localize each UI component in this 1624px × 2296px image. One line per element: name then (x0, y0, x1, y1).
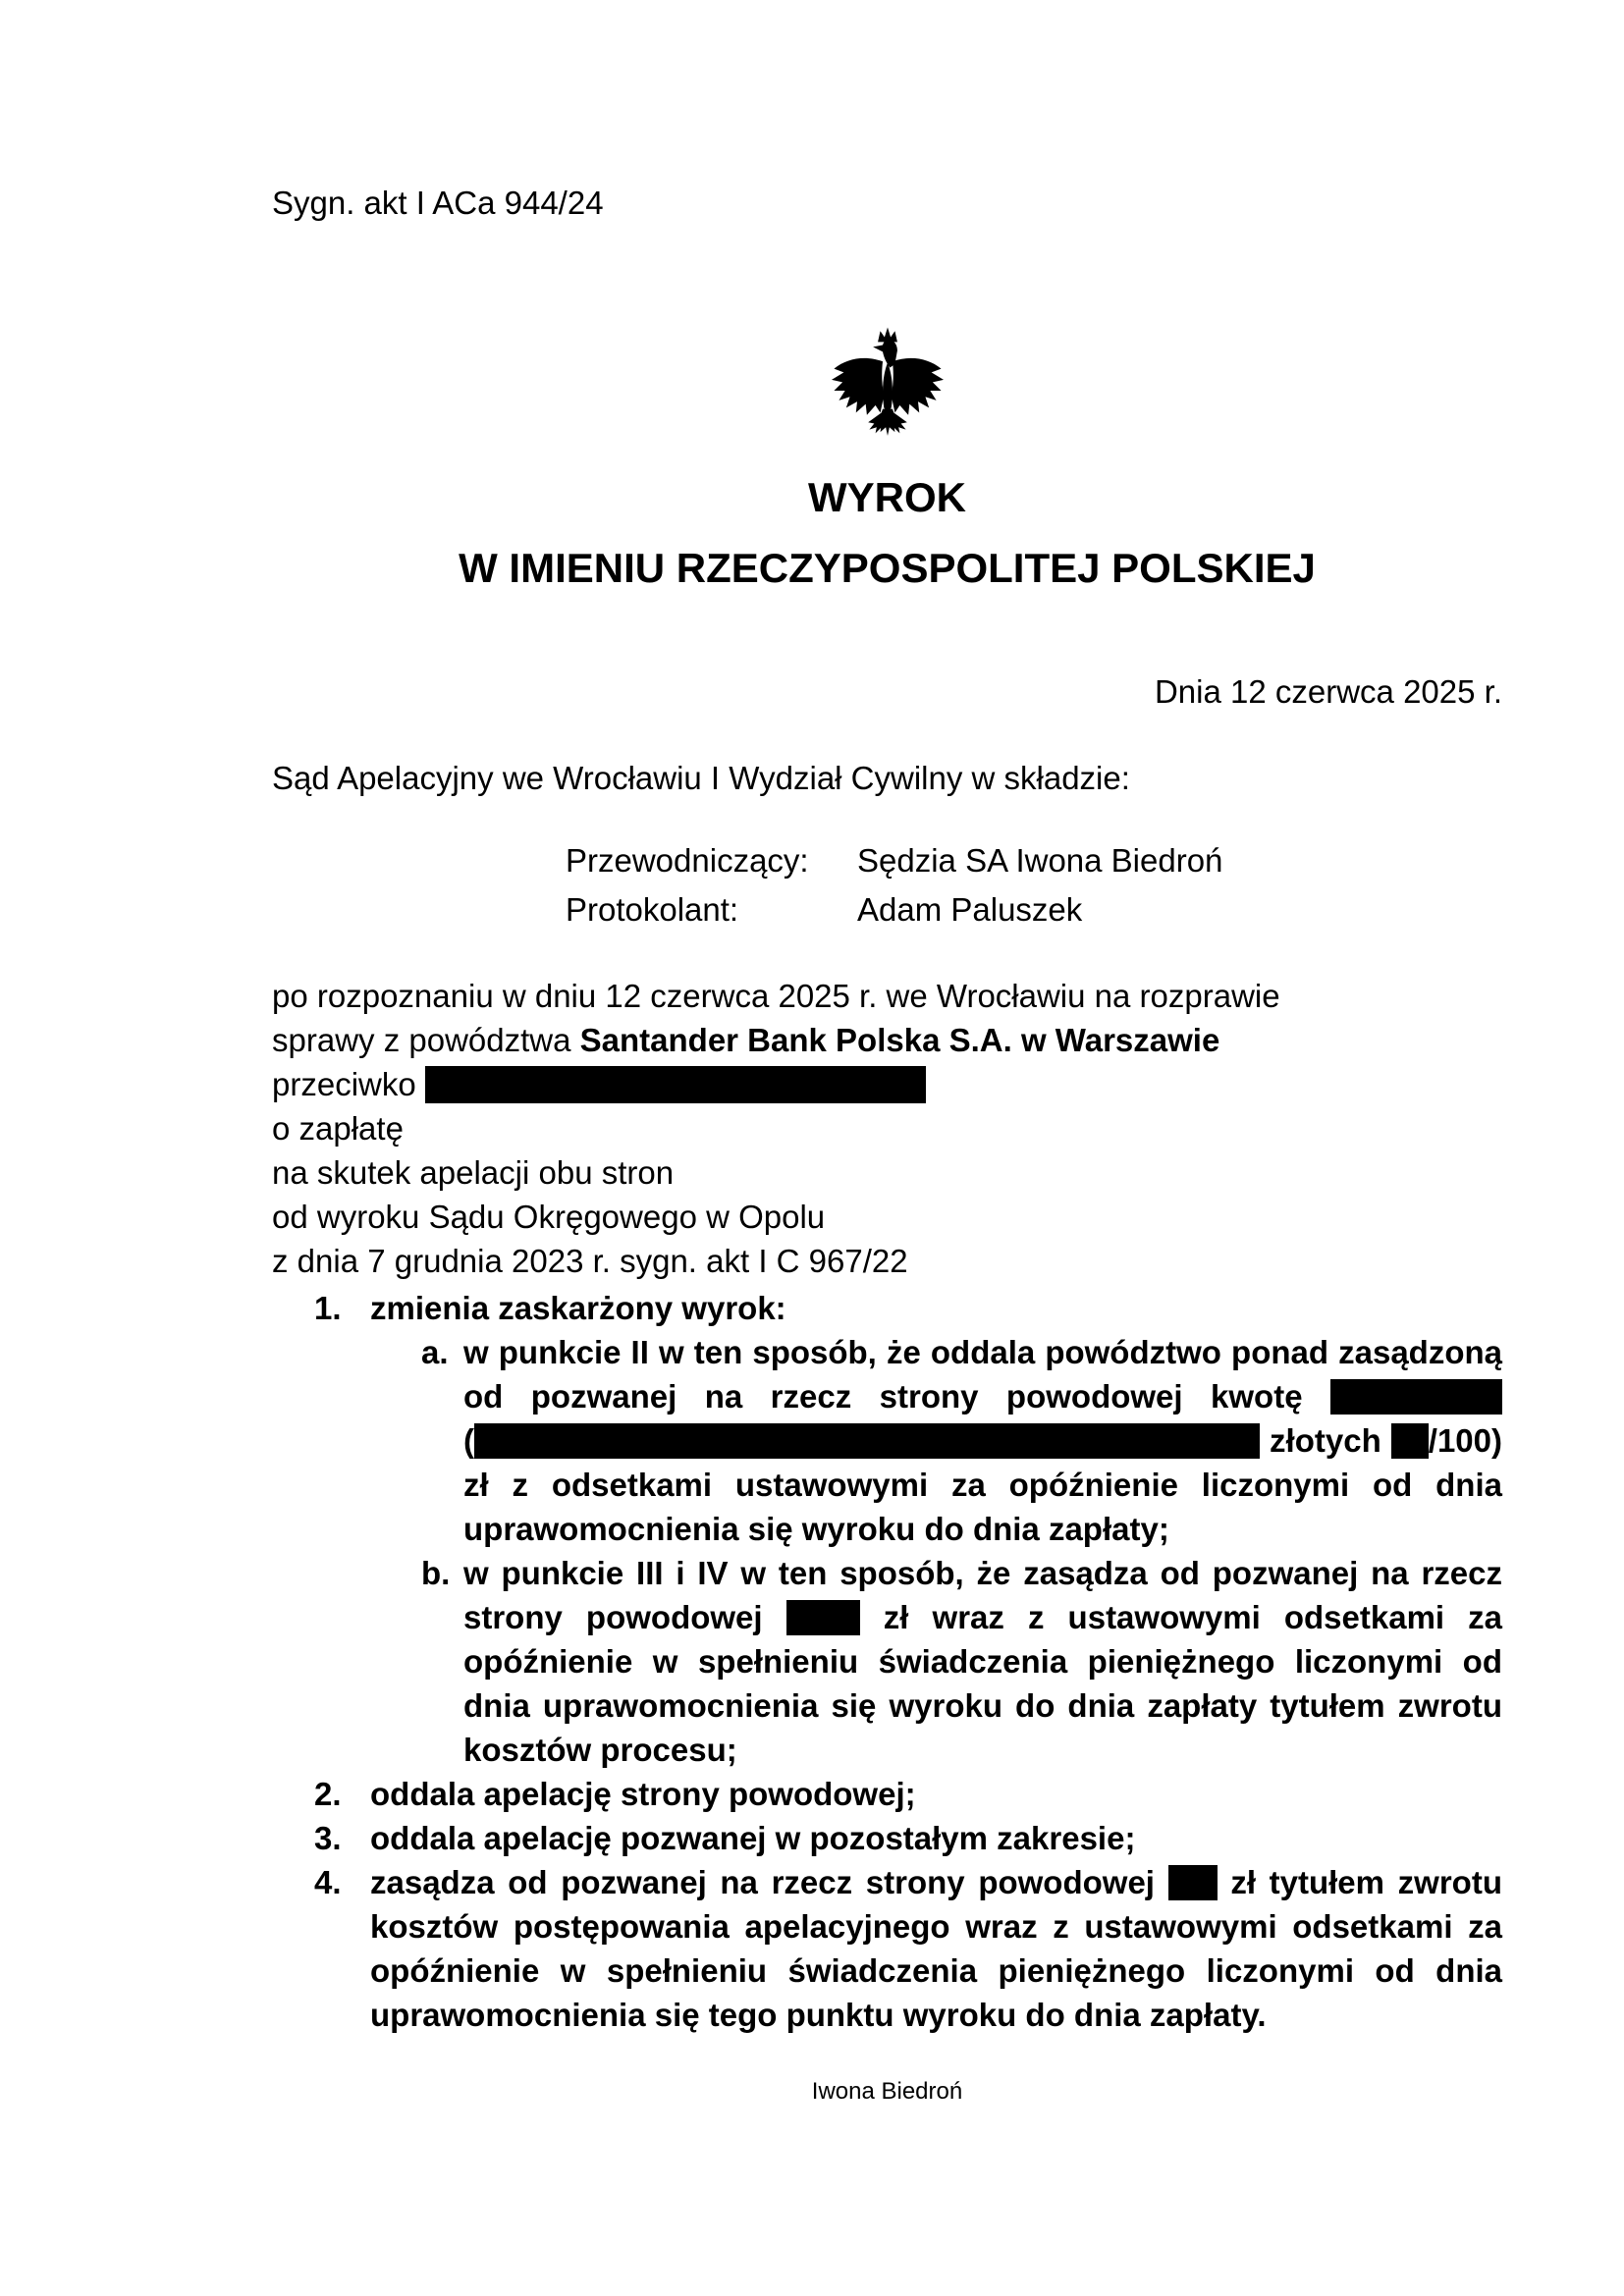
redacted-appeal-costs-amount (1168, 1865, 1218, 1900)
panel-row-presiding (566, 836, 1502, 885)
redacted-amount-in-words (474, 1423, 1260, 1459)
ruling-letter: b. (421, 1555, 451, 1591)
ruling-text: oddala apelację strony powodowej; (370, 1776, 916, 1812)
judge-signature: Iwona Biedroń (811, 2078, 963, 2105)
ruling-text: oddala apelację pozwanej w pozostałym zakresie; (370, 1820, 1136, 1856)
amount-in-words-group (463, 1422, 1260, 1459)
case-number: Sygn. akt I ACa 944/24 (272, 185, 604, 221)
ruling-text-segment: zł z odsetkami ustawowymi za opóźnienie liczonymi od dnia uprawomocnienia się wyroku do dnia zapłaty; (463, 1467, 1502, 1547)
ruling-text-segment: zł wraz z ustawowymi odsetkami za opóźnienie w spełnieniu świadczenia pieniężnego liczonymi od dnia uprawomocnienia się wyroku do dnia zapłaty tytułem zwrotu kosztów procesu; (463, 1599, 1503, 1768)
panel-row-recorder (566, 885, 1502, 934)
appeal-line: na skutek apelacji obu stron (272, 1154, 675, 1191)
claim-prefix: sprawy z powództwa (272, 1022, 571, 1058)
ruling-number: 2. (314, 1776, 342, 1812)
origin-court-line: od wyroku Sądu Okręgowego w Opolu (272, 1199, 826, 1235)
ruling-item-1a (421, 1330, 1502, 1551)
judgment-title: WYROK (808, 474, 966, 520)
redacted-defendant-name (425, 1066, 926, 1103)
ruling-text-segment: zasądza od pozwanej na rzecz strony powodowej (370, 1864, 1155, 1900)
ruling-item-4 (314, 1860, 1502, 2037)
open-paren: ( (463, 1422, 474, 1459)
ruling-text-segment: w punkcie III i IV w ten sposób, że zasądza od pozwanej na rzecz strony powodowej (463, 1555, 1502, 1635)
panel-person-name: Adam Paluszek (857, 891, 1083, 928)
close-paren: /100) (1428, 1422, 1502, 1459)
redacted-awarded-amount (1330, 1379, 1502, 1415)
subject-line: o zapłatę (272, 1110, 404, 1147)
ruling-text: zmienia zaskarżony wyrok: (370, 1290, 786, 1326)
ruling-text (370, 1860, 1502, 2037)
court-composition-line: Sąd Apelacyjny we Wrocławiu I Wydział Cywilny w składzie: (272, 760, 1130, 796)
panel-role-label: Protokolant: (566, 891, 739, 928)
plaintiff-name: Santander Bank Polska S.A. w Warszawie (579, 1022, 1220, 1058)
claim-line (272, 1018, 1502, 1062)
ruling-number: 3. (314, 1820, 342, 1856)
judgment-date: Dnia 12 czerwca 2025 r. (1154, 673, 1502, 710)
rulings-list (272, 1286, 1502, 2037)
groszy-group (1391, 1422, 1502, 1459)
hearing-line: po rozpoznaniu w dniu 12 czerwca 2025 r. we Wrocławiu na rozprawie (272, 978, 1280, 1014)
panel-person-name: Sędzia SA Iwona Biedroń (857, 842, 1223, 879)
panel-table (566, 836, 1502, 934)
case-preamble (272, 974, 1502, 1283)
ruling-item-1 (314, 1286, 1502, 1330)
defendant-prefix: przeciwko (272, 1066, 416, 1102)
currency-word: złotych (1270, 1422, 1381, 1459)
ruling-text-segment: zł tytułem zwrotu kosztów postępowania apelacyjnego wraz z ustawowymi odsetkami za opóźnienie w spełnieniu świadczenia pieniężnego liczonymi od dnia uprawomocnienia się tego punktu wyroku do dnia zapłaty. (370, 1864, 1502, 2033)
defendant-line (272, 1062, 1502, 1106)
ruling-item-1b (421, 1551, 1502, 1772)
ruling-text-segment: w punkcie II w ten sposób, że oddala powództwo ponad zasądzoną od pozwanej na rzecz strony powodowej kwotę (463, 1334, 1502, 1415)
redacted-groszy-value (1391, 1423, 1429, 1459)
redacted-costs-amount (786, 1600, 860, 1635)
emblem-container (272, 322, 1502, 459)
ruling-item-2 (314, 1772, 1502, 1816)
origin-case-line: z dnia 7 grudnia 2023 r. sygn. akt I C 967/22 (272, 1243, 908, 1279)
judgment-subtitle: W IMIENIU RZECZYPOSPOLITEJ POLSKIEJ (459, 545, 1316, 591)
ruling-text (463, 1551, 1502, 1772)
panel-role-label: Przewodniczący: (566, 842, 809, 879)
ruling-number: 1. (314, 1290, 342, 1326)
ruling-item-3 (314, 1816, 1502, 1860)
ruling-text (463, 1330, 1502, 1551)
ruling-number: 4. (314, 1864, 342, 1900)
ruling-letter: a. (421, 1334, 449, 1370)
polish-eagle-emblem (827, 322, 948, 459)
